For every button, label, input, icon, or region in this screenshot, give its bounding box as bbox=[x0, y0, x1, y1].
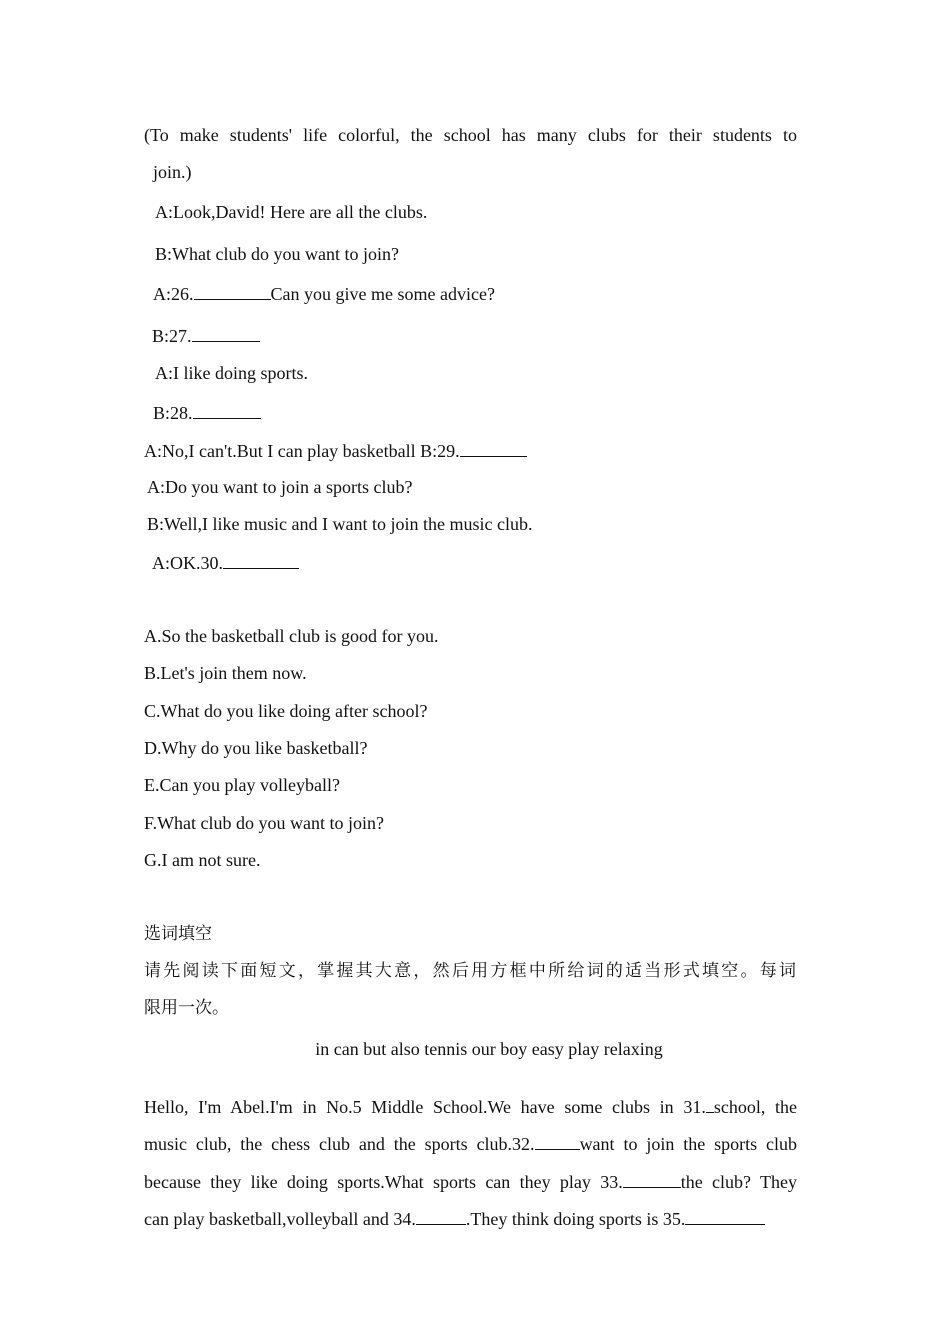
word-bank: in can but also tennis our boy easy play relaxing bbox=[315, 1039, 663, 1059]
answer-blank-32[interactable] bbox=[535, 1131, 580, 1150]
dialogue-line bbox=[153, 400, 261, 424]
dialogue-line bbox=[153, 281, 495, 305]
question-number: A:26. bbox=[153, 284, 194, 304]
option-item: G.I am not sure. bbox=[144, 850, 261, 870]
dialogue-intro-line2: join.) bbox=[153, 162, 192, 182]
option-item: F.What club do you want to join? bbox=[144, 813, 385, 833]
passage-line bbox=[144, 1169, 797, 1193]
dialogue-text: Can you give me some advice? bbox=[270, 284, 495, 304]
answer-blank-35[interactable] bbox=[685, 1206, 765, 1225]
option-item: D.Why do you like basketball? bbox=[144, 738, 368, 758]
answer-blank-28[interactable] bbox=[193, 400, 261, 419]
option-item: A.So the basketball club is good for you. bbox=[144, 626, 439, 646]
passage-text: the club? They bbox=[680, 1172, 797, 1192]
passage-text: because they like doing sports.What sports can they play 33. bbox=[144, 1172, 623, 1192]
passage-text: can play basketball,volleyball and 34. bbox=[144, 1209, 416, 1229]
answer-blank-26[interactable] bbox=[194, 281, 271, 300]
answer-blank-34[interactable] bbox=[416, 1206, 466, 1225]
passage-line bbox=[144, 1206, 765, 1230]
passage-line bbox=[144, 1131, 797, 1155]
passage-text: want to join the sports club bbox=[579, 1134, 797, 1154]
answer-blank-33[interactable] bbox=[623, 1169, 681, 1188]
answer-blank-31[interactable] bbox=[706, 1094, 714, 1113]
passage-text: school, the bbox=[713, 1097, 797, 1117]
dialogue-intro-line1: (To make students' life colorful, the school has many clubs for their students to bbox=[144, 125, 797, 145]
dialogue-line bbox=[144, 438, 527, 462]
answer-blank-27[interactable] bbox=[192, 323, 260, 342]
dialogue-line: B:What club do you want to join? bbox=[155, 244, 399, 264]
instruction-line1: 请先阅读下面短文，掌握其大意，然后用方框中所给词的适当形式填空。每词 bbox=[144, 961, 796, 981]
dialogue-text: A:No,I can't.But I can play basketball B:29. bbox=[144, 441, 460, 461]
option-item: E.Can you play volleyball? bbox=[144, 775, 340, 795]
passage-line bbox=[144, 1094, 797, 1118]
passage-text: .They think doing sports is 35. bbox=[465, 1209, 686, 1229]
dialogue-line: A:Do you want to join a sports club? bbox=[147, 477, 413, 497]
dialogue-line: B:Well,I like music and I want to join the music club. bbox=[147, 514, 533, 534]
answer-blank-30[interactable] bbox=[223, 550, 299, 569]
question-number: B:28. bbox=[153, 403, 193, 423]
dialogue-line: A:Look,David! Here are all the clubs. bbox=[155, 202, 428, 222]
dialogue-line bbox=[152, 550, 299, 574]
passage-text: Hello, I'm Abel.I'm in No.5 Middle School.We have some clubs in 31. bbox=[144, 1097, 706, 1117]
dialogue-line bbox=[152, 323, 260, 347]
section-title: 选词填空 bbox=[144, 924, 212, 944]
answer-blank-29[interactable] bbox=[460, 438, 527, 457]
option-item: B.Let's join them now. bbox=[144, 663, 307, 683]
passage-text: music club, the chess club and the sports club.32. bbox=[144, 1134, 535, 1154]
question-number: B:27. bbox=[152, 326, 192, 346]
question-number: A:OK.30. bbox=[152, 553, 223, 573]
instruction-line2: 限用一次。 bbox=[144, 998, 229, 1018]
dialogue-line: A:I like doing sports. bbox=[155, 363, 308, 383]
option-item: C.What do you like doing after school? bbox=[144, 701, 428, 721]
